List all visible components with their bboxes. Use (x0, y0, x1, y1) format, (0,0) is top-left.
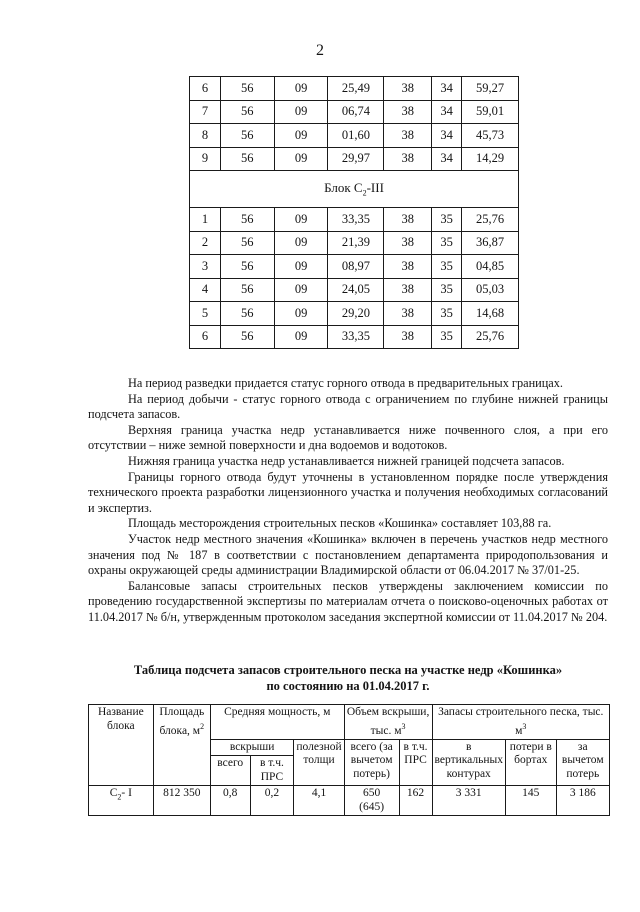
block-header-row (190, 171, 519, 208)
paragraph: Верхняя граница участка недр устанавливается ниже почвенного слоя, а при его отсутствии – ниже земной поверхности и дна водоемов и водотоков. (88, 422, 608, 453)
cell-res-losses: 145 (505, 786, 556, 816)
header-avg-thickness: Средняя мощность, м (210, 705, 344, 740)
table-cell: 38 (384, 77, 432, 101)
paragraph: Площадь месторождения строительных песков «Кошинка» составляет 103,88 га. (128, 516, 552, 531)
table-cell: 08,97 (328, 255, 384, 279)
page-number: 2 (316, 42, 324, 59)
table-cell: 38 (384, 124, 432, 148)
table-cell: 09 (274, 255, 328, 279)
table-row (190, 278, 519, 302)
table-cell: 35 (432, 325, 462, 349)
table-row (190, 302, 519, 326)
table-cell: 09 (274, 100, 328, 124)
table-cell: 9 (190, 147, 221, 171)
table-cell: 56 (220, 77, 274, 101)
header-name: Название блока (89, 705, 154, 786)
table-cell: 56 (220, 278, 274, 302)
header-reserves: Запасы строительного песка, тыс. $м^3$ (432, 705, 610, 740)
table-row (89, 786, 610, 816)
table-cell: 38 (384, 208, 432, 232)
table-row (190, 77, 519, 101)
block-label: Блок $С_2$-III (190, 171, 519, 208)
table-cell: 09 (274, 325, 328, 349)
cell-res-net: 3 186 (556, 786, 609, 816)
table-cell: 29,97 (328, 147, 384, 171)
table-cell: 8 (190, 124, 221, 148)
title-line-1: Таблица подсчета запасов строительного песка на участке недр «Кошинка» (133, 663, 563, 677)
header-overburden: вскрыши (210, 739, 293, 756)
table-cell: 35 (432, 208, 462, 232)
header-useful: полезной толщи (294, 739, 344, 786)
cell-res-vertical: 3 331 (432, 786, 505, 816)
paragraph: На период разведки придается статус горного отвода в предварительных границах. (128, 376, 563, 390)
cell-ovb-prs: 0,2 (250, 786, 294, 816)
table-cell: 2 (190, 231, 221, 255)
table-cell: 38 (384, 278, 432, 302)
body-text (88, 376, 608, 626)
table-cell: 6 (190, 325, 221, 349)
table-cell: 35 (432, 278, 462, 302)
header-overburden-volume: Объем вскрыши, тыс. $м^3$ (344, 705, 432, 740)
paragraph: На период добычи - статус горного отвода с ограничением по глубине нижней границы подсчета запасов. (88, 391, 608, 422)
header-vol-prs: в т.ч. ПРС (399, 739, 432, 786)
table-cell: 21,39 (328, 231, 384, 255)
table-cell: 09 (274, 147, 328, 171)
table-cell: 25,76 (462, 325, 519, 349)
header-area: Площадь блока, $м^2$ (153, 705, 210, 786)
table-cell: 14,29 (462, 147, 519, 171)
table-cell: 38 (384, 147, 432, 171)
table-cell: 5 (190, 302, 221, 326)
header-losses: потери в бортах (505, 739, 556, 786)
paragraph: Нижняя граница участка недр устанавливается нижней границей подсчета запасов. (128, 453, 565, 468)
table-cell: 38 (384, 231, 432, 255)
table-row (190, 100, 519, 124)
table-cell: 25,49 (328, 77, 384, 101)
table-cell: 38 (384, 100, 432, 124)
table-cell: 01,60 (328, 124, 384, 148)
table-cell: 45,73 (462, 124, 519, 148)
table-cell: 6 (190, 77, 221, 101)
table-cell: 06,74 (328, 100, 384, 124)
table-cell: 35 (432, 255, 462, 279)
paragraph: Участок недр местного значения «Кошинка» включен в перечень участков недр местного значения под № 187 в соответствии с постановлением департамента природопользования и охраны окружающей среды администрации Владимирской области от 06.04.2017 № 37/01-25. (88, 531, 608, 578)
table-row (190, 124, 519, 148)
cell-ovb-total: 0,8 (210, 786, 250, 816)
header-net: за вычетом потерь (556, 739, 609, 786)
table-cell: 34 (432, 147, 462, 171)
table-cell: 34 (432, 124, 462, 148)
table-cell: 38 (384, 255, 432, 279)
table-cell: 56 (220, 147, 274, 171)
table-cell: 1 (190, 208, 221, 232)
table-cell: 56 (220, 231, 274, 255)
table-cell: 09 (274, 278, 328, 302)
table-cell: 34 (432, 100, 462, 124)
table-cell: 38 (384, 325, 432, 349)
table-cell: 56 (220, 100, 274, 124)
table-cell: 38 (384, 302, 432, 326)
table-cell: 56 (220, 208, 274, 232)
table-cell: 36,87 (462, 231, 519, 255)
table-row (190, 325, 519, 349)
header-total: всего (210, 756, 250, 786)
cell-vol-total: 650 (645) (344, 786, 399, 816)
table-row (190, 208, 519, 232)
table-cell: 09 (274, 124, 328, 148)
table-cell: 4 (190, 278, 221, 302)
coordinates-table (189, 76, 519, 349)
cell-name: $С_2-$ I (89, 786, 154, 816)
reserves-table-title (88, 662, 608, 694)
table-cell: 3 (190, 255, 221, 279)
table-cell: 56 (220, 255, 274, 279)
table-cell: 56 (220, 302, 274, 326)
table-cell: 59,01 (462, 100, 519, 124)
table-cell: 56 (220, 124, 274, 148)
reserves-table (88, 704, 610, 816)
table-cell: 7 (190, 100, 221, 124)
table-cell: 09 (274, 231, 328, 255)
table-cell: 14,68 (462, 302, 519, 326)
table-row (190, 231, 519, 255)
table-cell: 09 (274, 208, 328, 232)
table-cell: 25,76 (462, 208, 519, 232)
table-cell: 09 (274, 302, 328, 326)
paragraph: Балансовые запасы строительных песков утверждены заключением комиссии по проведению государственной экспертизы по материалам отчета о поисково-оценочных работах от 11.04.2017 № б/н, утвержденным протоколом заседания экспертной комиссии от 11.04.2017 № 204. (88, 578, 608, 624)
table-cell: 35 (432, 302, 462, 326)
table-cell: 05,03 (462, 278, 519, 302)
paragraph: Границы горного отвода будут уточнены в установленном порядке после утверждения технического проекта разработки лицензионного участка и получения необходимых согласований и экспертиз. (88, 469, 608, 515)
header-in-vertical: в вертикальных контурах (432, 739, 505, 786)
title-line-2: по состоянию на 01.04.2017 г. (266, 679, 430, 693)
cell-useful: 4,1 (294, 786, 344, 816)
table-cell: 56 (220, 325, 274, 349)
table-row (190, 147, 519, 171)
table-cell: 34 (432, 77, 462, 101)
table-cell: 59,27 (462, 77, 519, 101)
table-cell: 24,05 (328, 278, 384, 302)
table-cell: 29,20 (328, 302, 384, 326)
table-cell: 33,35 (328, 208, 384, 232)
cell-area: 812 350 (153, 786, 210, 816)
header-incl-prs: в т.ч. ПРС (250, 756, 294, 786)
table-cell: 09 (274, 77, 328, 101)
cell-vol-prs: 162 (399, 786, 432, 816)
table-cell: 04,85 (462, 255, 519, 279)
table-row (190, 255, 519, 279)
header-vol-total: всего (за вычетом потерь) (344, 739, 399, 786)
table-cell: 35 (432, 231, 462, 255)
table-cell: 33,35 (328, 325, 384, 349)
